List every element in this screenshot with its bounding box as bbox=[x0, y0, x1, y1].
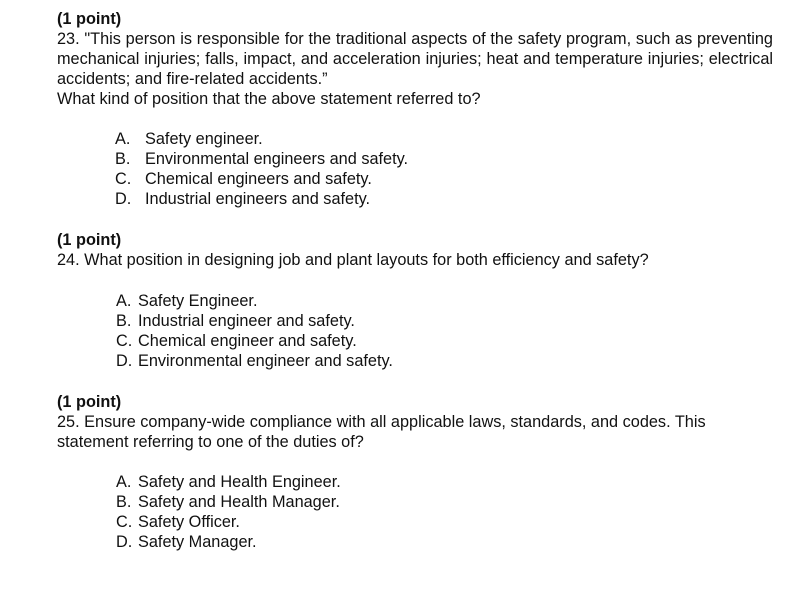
option-c[interactable] bbox=[116, 331, 773, 351]
option-text: Industrial engineer and safety. bbox=[138, 312, 355, 330]
option-text: Environmental engineers and safety. bbox=[145, 150, 409, 168]
option-text: Chemical engineer and safety. bbox=[138, 332, 357, 350]
option-b[interactable] bbox=[115, 149, 773, 169]
answer-options bbox=[116, 472, 773, 552]
question-24 bbox=[57, 230, 773, 371]
option-letter: D. bbox=[115, 190, 132, 208]
option-letter: A. bbox=[116, 292, 132, 310]
option-text: Industrial engineers and safety. bbox=[145, 190, 371, 208]
option-letter: C. bbox=[115, 170, 132, 188]
question-text: 24. What position in designing job and plant layouts for both efficiency and safety? bbox=[57, 251, 649, 269]
quiz-page bbox=[57, 9, 773, 552]
option-letter: C. bbox=[116, 332, 133, 350]
option-c[interactable] bbox=[116, 512, 773, 532]
question-points: (1 point) bbox=[57, 393, 122, 411]
option-letter: A. bbox=[116, 473, 132, 491]
option-b[interactable] bbox=[116, 492, 773, 512]
question-text: 25. Ensure company-wide compliance with all applicable laws, standards, and codes. This statement referring to one of the duties of? bbox=[57, 413, 706, 451]
option-letter: B. bbox=[116, 493, 132, 511]
option-a[interactable] bbox=[116, 472, 773, 492]
option-c[interactable] bbox=[115, 169, 773, 189]
option-letter: B. bbox=[115, 150, 131, 168]
option-d[interactable] bbox=[115, 189, 773, 209]
option-letter: D. bbox=[116, 533, 133, 551]
option-b[interactable] bbox=[116, 311, 773, 331]
option-text: Safety and Health Engineer. bbox=[138, 473, 341, 491]
option-d[interactable] bbox=[116, 532, 773, 552]
option-text: Environmental engineer and safety. bbox=[138, 352, 393, 370]
option-text: Safety and Health Manager. bbox=[138, 493, 340, 511]
option-a[interactable] bbox=[116, 291, 773, 311]
option-text: Safety Manager. bbox=[138, 533, 257, 551]
question-25 bbox=[57, 392, 773, 552]
option-text: Safety Engineer. bbox=[138, 292, 258, 310]
option-letter: C. bbox=[116, 513, 133, 531]
question-points: (1 point) bbox=[57, 231, 122, 249]
question-text: 23. "This person is responsible for the traditional aspects of the safety program, such as preventing mechanical injuries; falls, impact, and acceleration injuries; heat and temperature injuries; electrical accidents; and fire-related accidents.” bbox=[57, 30, 773, 88]
question-prompt: What kind of position that the above statement referred to? bbox=[57, 90, 481, 108]
option-letter: A. bbox=[115, 130, 131, 148]
option-text: Safety engineer. bbox=[145, 130, 263, 148]
answer-options bbox=[115, 129, 773, 209]
question-23 bbox=[57, 9, 773, 209]
option-letter: D. bbox=[116, 352, 133, 370]
option-text: Chemical engineers and safety. bbox=[145, 170, 372, 188]
answer-options bbox=[116, 291, 773, 371]
option-d[interactable] bbox=[116, 351, 773, 371]
question-points: (1 point) bbox=[57, 10, 122, 28]
option-letter: B. bbox=[116, 312, 132, 330]
option-a[interactable] bbox=[115, 129, 773, 149]
option-text: Safety Officer. bbox=[138, 513, 240, 531]
